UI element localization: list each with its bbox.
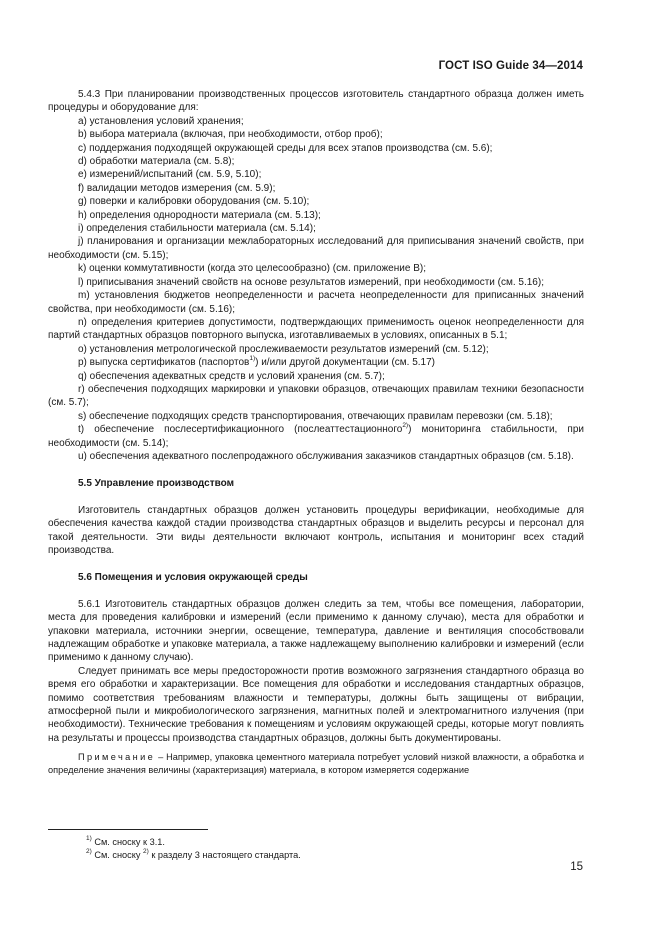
list-item: e) измерений/испытаний (см. 5.9, 5.10); [78, 169, 262, 181]
list-item: o) установления метрологической прослеживаемости результатов измерений (см. 5.12); [78, 343, 489, 355]
list-item: j) планирования и организации межлабораторных исследований для приписывания значений свойств, при необходимости (см. 5.15); [48, 236, 584, 261]
list-item: h) определения однородности материала (см. 5.13); [78, 209, 321, 221]
list-item: f) валидации методов измерения (см. 5.9); [78, 182, 276, 194]
note-label: Примечание [78, 752, 156, 763]
note-text: – Например, упаковка цементного материала потребует условий низкой влажности, а обработка и определение значения величины (характеризация) материала, в котором измеряется содержание [48, 752, 584, 775]
footnote-divider [48, 829, 208, 830]
list-item-p: p) выпуска сертификатов (паспортов$^{1)}$) и/или другой документации (см. 5.17) [78, 355, 435, 369]
note [48, 751, 584, 776]
list-item: u) обеспечения адекватного послепродажного обслуживания заказчиков стандартных образцов (см. 5.18). [78, 450, 574, 462]
page-number: 15 [570, 861, 583, 873]
list-item: c) поддержания подходящей окружающей среды для всех этапов производства (см. 5.6); [78, 142, 493, 154]
section-5-6-1-precautions: Следует принимать все меры предосторожности против возможного загрязнения стандартного образца во время его обработки и характеризации. Все помещения для обработки и исследования стандартных образцов, помимо соответствия требованиям влажности и температуры, должны быть защищены от вибрации, атмосферной пыли и микробиологического загрязнения, магнитных полей и электромагнитного излучения (при необходимости). Технические требования к помещениям и условиям окружающей среды, которые могут повлиять на результаты и процессы производства стандартных образцов, должны быть документированы. [48, 665, 584, 744]
list-item: i) определения стабильности материала (см. 5.14); [78, 223, 316, 235]
section-5-6-heading: 5.6 Помещения и условия окружающей среды [78, 572, 308, 584]
list-item: n) определения критериев допустимости, подтверждающих применимость оценок неопределенности для партий стандартных образцов повторного выпуска, изготавливаемых в условиях, описанных в 5.1; [48, 316, 584, 342]
footnote-ref-1[interactable]: 1) [249, 355, 256, 363]
list-item: l) приписывания значений свойств на основе результатов измерений, при необходимости (см. 5.16); [78, 276, 544, 288]
list-item: q) обеспечения адекватных средств и условий хранения (см. 5.7); [78, 370, 385, 382]
section-5-5-text: Изготовитель стандартных образцов должен установить процедуры верификации, необходимые для обеспечения качества каждой стадии производства стандартных образцов и выделить ресурсы и персонал для такой деятельности. Эти виды деятельности включают контроль, испытания и мониторинг всех стадий производства. [48, 504, 584, 556]
list-item: d) обработки материала (см. 5.8); [78, 156, 235, 168]
list-item: k) оценки коммутативности (когда это целесообразно) (см. приложение В); [78, 263, 426, 275]
section-5-6-1-text: 5.6.1 Изготовитель стандартных образцов должен следить за тем, чтобы все помещения, лаборатории, места для проведения калибровки и измерений (если применимо к данному случаю), места для обработки и упаковки материала, источники энергии, освещение, температура, давление и вентиляция способствовали надлежащим обработке и упаковке материала, а также надлежащему выполнению калибровки и измерений (если применимо к данному случаю). [48, 598, 584, 664]
list-item: g) поверки и калибровки оборудования (см. 5.10); [78, 196, 310, 208]
document-header: ГОСТ ISO Guide 34—2014 [438, 60, 583, 72]
list-item: b) выбора материала (включая, при необходимости, отбор проб); [78, 129, 383, 141]
list-item: а) установления условий хранения; [78, 115, 244, 127]
section-5-4-3-intro: 5.4.3 При планировании производственных процессов изготовитель стандартного образца должен иметь процедуры и оборудование для: [48, 89, 584, 114]
footnote-ref-2[interactable]: 2) [402, 422, 409, 430]
footnotes [86, 836, 301, 861]
list-item-t: t) обеспечение послесертификационного (послеаттестационного$^{2)}$) мониторинга стабильности, при необходимости (см. 5.14); [48, 422, 584, 449]
list-item: m) установления бюджетов неопределенности и расчета неопределенности для приписанных значений свойства, при необходимости (см. 5.16); [48, 290, 584, 315]
list-item: r) обеспечения подходящих маркировки и упаковки образцов, отвечающих правилам техники безопасности (см. 5.7); [48, 383, 584, 409]
footnote-2: $^{2)}$ См. сноску $^{2)}$ к разделу 3 настоящего стандарта. [86, 847, 301, 860]
section-5-5-heading: 5.5 Управление производством [78, 478, 234, 490]
page-body [48, 88, 584, 776]
requirements-list [48, 115, 584, 464]
list-item: s) обеспечение подходящих средств транспортирования, отвечающих правилам перевозки (см. 5.18); [78, 410, 553, 422]
footnote-1: $^{1)}$ См. сноску к 3.1. [86, 835, 165, 847]
